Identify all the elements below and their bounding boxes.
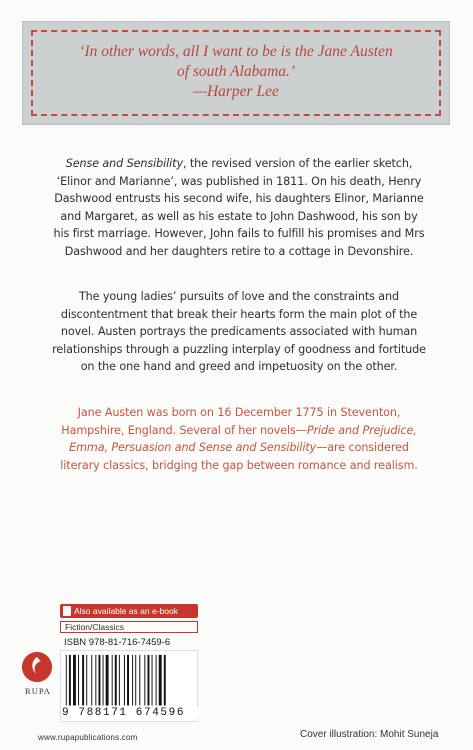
barcode-bar bbox=[82, 655, 84, 706]
para3-line4: literary classics, bridging the gap between romance and realism. bbox=[60, 458, 418, 472]
para1-line5: his first marriage. However, John fails to fulfill his promises and Mrs bbox=[53, 227, 425, 241]
publisher-logo-icon bbox=[22, 652, 52, 682]
barcode-bar bbox=[66, 655, 67, 706]
barcode-bar bbox=[103, 655, 104, 706]
barcode-bar bbox=[152, 655, 153, 706]
barcode-bar bbox=[159, 655, 162, 706]
para2-line5: on the one hand and greed and impetuosity on the other. bbox=[80, 360, 398, 374]
para3-line3-titles: Emma, Persuasion and Sense and Sensibility bbox=[69, 441, 317, 455]
barcode-bar bbox=[124, 655, 125, 706]
ebook-label: Also available as an e-book bbox=[74, 606, 178, 616]
para1-line2: ‘Elinor and Marianne’, was published in 1811. On his death, Henry bbox=[56, 174, 422, 188]
para3-line2-titles: Pride and Prejudice, bbox=[306, 423, 417, 437]
para2-line4: relationships through a puzzling interplay of goodness and fortitude bbox=[52, 342, 426, 356]
para3-line3: —are considered bbox=[316, 441, 409, 455]
ebook-icon bbox=[63, 606, 71, 616]
barcode-bar bbox=[147, 655, 149, 706]
barcode-bar bbox=[164, 655, 166, 706]
para3-line2: Hampshire, England. Several of her novels— bbox=[61, 423, 307, 437]
barcode-bar bbox=[115, 655, 117, 706]
ebook-badge bbox=[60, 604, 198, 618]
isbn: ISBN 978-81-716-7459-6 bbox=[64, 637, 171, 648]
para2-line3: novel. Austen portrays the predicaments associated with human bbox=[60, 325, 418, 339]
barcode-bar bbox=[135, 655, 136, 706]
publisher-name: RUPA bbox=[25, 686, 51, 696]
quote-line-1: ‘In other words, all I want to be is the Jane Austen bbox=[79, 43, 393, 60]
barcode-bar bbox=[98, 655, 100, 706]
para1-line6: Dashwood and her daughters retire to a cottage in Devonshire. bbox=[64, 244, 414, 258]
barcode-bar bbox=[86, 655, 87, 706]
quote-box bbox=[22, 21, 450, 125]
barcode-bar bbox=[127, 655, 129, 706]
para2-line2: discontentment that break their hearts form the main plot of the bbox=[60, 307, 418, 321]
synopsis-paragraph-1 bbox=[30, 155, 448, 261]
barcode-bar bbox=[78, 655, 79, 706]
barcode-bar bbox=[69, 655, 71, 706]
barcode-bar bbox=[91, 655, 92, 706]
publisher-website: www.rupapublications.com bbox=[38, 733, 138, 742]
category-label: Fiction/Classics bbox=[60, 621, 198, 633]
barcode-bar bbox=[106, 655, 109, 706]
para1-line4: and Margaret, as well as his estate to John Dashwood, his son by bbox=[60, 209, 418, 223]
para3-line1: Jane Austen was born on 16 December 1775 in Steventon, bbox=[77, 406, 401, 419]
book-title: Sense and Sensibility bbox=[65, 157, 183, 170]
barcode-bar bbox=[112, 655, 113, 706]
barcode-bar bbox=[156, 655, 157, 706]
quote-line-2: of south Alabama.’ bbox=[176, 63, 296, 80]
barcode-bar bbox=[132, 655, 133, 706]
barcode-bar bbox=[73, 655, 76, 706]
barcode-bar bbox=[144, 655, 145, 706]
para2-line1: The young ladies’ pursuits of love and the constraints and bbox=[78, 290, 400, 303]
barcode-digits: 9 788171 674596 bbox=[62, 707, 198, 719]
para1-line3: Dashwood entrusts his second wife, his daughters Elinor, Marianne bbox=[54, 192, 424, 206]
barcode-bar bbox=[119, 655, 120, 706]
quote-attribution: —Harper Lee bbox=[193, 83, 279, 100]
para1-line1: , the revised version of the earlier sketch, bbox=[182, 157, 413, 170]
barcode-bar bbox=[95, 655, 96, 706]
barcode-bar bbox=[139, 655, 140, 706]
cover-illustration-credit: Cover illustration: Mohit Suneja bbox=[300, 729, 439, 740]
synopsis-paragraph-2 bbox=[30, 288, 448, 376]
author-bio-paragraph bbox=[30, 404, 448, 474]
quote bbox=[33, 42, 439, 102]
